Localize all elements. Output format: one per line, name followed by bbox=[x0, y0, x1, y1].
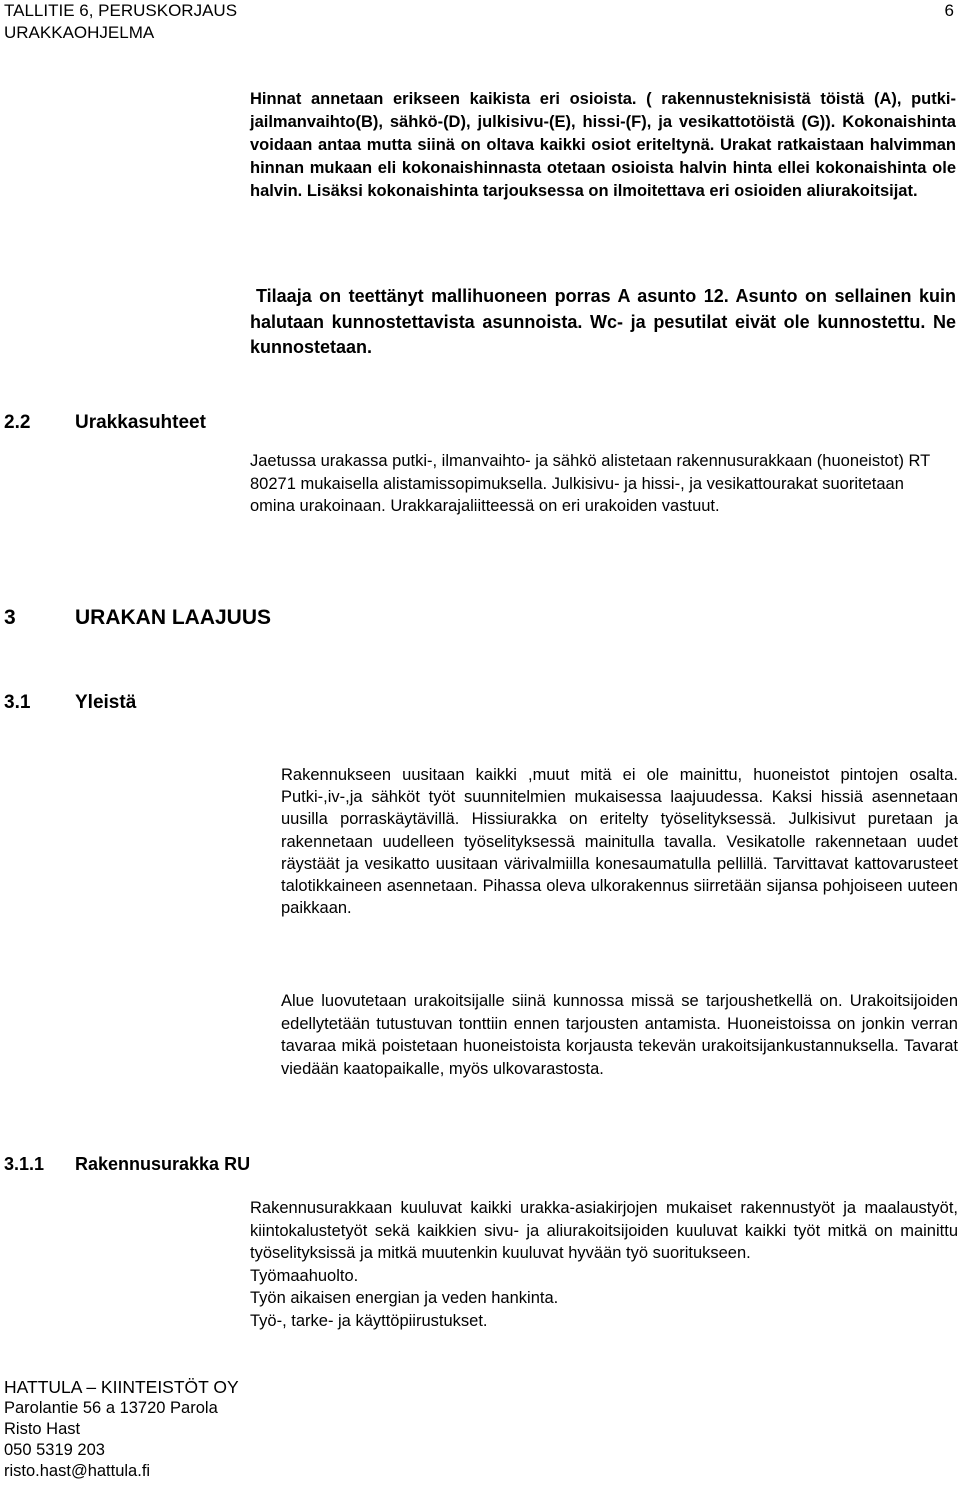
list-item: Työn aikaisen energian ja veden hankinta. bbox=[250, 1289, 559, 1307]
footer-company: HATTULA – KIINTEISTÖT OY bbox=[4, 1377, 239, 1397]
section-heading-3-1 bbox=[4, 691, 604, 717]
header-subtitle: URAKKAOHJELMA bbox=[4, 23, 155, 42]
section-number: 3.1.1 bbox=[4, 1154, 45, 1174]
section-title: Urakkasuhteet bbox=[75, 412, 206, 433]
list-item: Työ-, tarke- ja käyttöpiirustukset. bbox=[250, 1311, 488, 1330]
section-number: 3 bbox=[4, 606, 16, 629]
section-3-1-paragraph-1: Rakennukseen uusitaan kaikki ,muut mitä ei ole mainittu, huoneistot pintojen osalta. Putki-,iv-,ja sähköt työt suunnitelmien mukaisessa laajuudessa. Kaksi hissiä asennetaan uusilla porraskäytävillä. Hissiurakka on eritelty työselityksessä. Julkisivut puretaan ja rakennetaan uudelleen työselityksessä mainitulla tavalla. Vesikatolle rakennetaan uudet räystäät ja vesikatto uusitaan värivalmiilla konesaumatulla pellillä. Tarvittavat kattovarusteet talotikkaineen asennetaan. Pihassa oleva ulkorakennus siirretään sijansa pohjoiseen uuteen paikkaan. bbox=[281, 766, 958, 918]
page-number: 6 bbox=[944, 1, 954, 20]
section-number: 3.1 bbox=[4, 692, 31, 713]
intro-paragraph: Hinnat annetaan erikseen kaikista eri osioista. ( rakennusteknisistä töistä (A), putki- jailmanvaihto(B), sähkö-(D), julkisivu-(E), hissi-(F), ja vesikattotöistä (G)). Kokonaishinta voidaan antaa mutta siinä on oltava kaikki osiot eriteltynä. Urakat ratkaistaan halvimman hinnan mukaan eli kokonaishinnasta otetaan osioista halvin hinta ellei kokonaishinta ole halvin. Lisäksi kokonaishinta tarjouksessa on ilmoitettava eri osioiden aliurakoitsijat. bbox=[250, 90, 956, 200]
header-title: TALLITIE 6, PERUSKORJAUS bbox=[4, 1, 238, 20]
footer-email: risto.hast@hattula.fi bbox=[4, 1462, 151, 1480]
document-footer bbox=[4, 1377, 404, 1482]
section-heading-3 bbox=[4, 606, 604, 632]
section-heading-2-2 bbox=[4, 411, 604, 437]
section-heading-3-1-1 bbox=[4, 1152, 604, 1178]
section-3-1-paragraph-2: Alue luovutetaan urakoitsijalle siinä kunnossa missä se tarjoushetkellä on. Urakoitsijoiden edellytetään tutustuvan tonttiin ennen tarjousten antamista. Huoneistoissa on jonkin verran tavaraa mikä poistetaan huoneistoista korjausta tekevän urakoitsijankustannuksella. Tavarat viedään kaatopaikalle, myös ulkovarastosta. bbox=[281, 992, 958, 1078]
section-title: Yleistä bbox=[75, 692, 137, 713]
footer-phone: 050 5319 203 bbox=[4, 1441, 105, 1459]
section-3-1-1-content bbox=[250, 1197, 958, 1332]
section-2-2-paragraph: Jaetussa urakassa putki-, ilmanvaihto- ja sähkö alistetaan rakennusurakkaan (huoneistot) RT 80271 mukaisella alistamissopimuksella. Julkisivu- ja hissi-, ja vesikattourakat suoritetaan omina urakoinaan. Urakkarajaliitteessä on eri urakoiden vastuut. bbox=[250, 452, 930, 515]
section-title: Rakennusurakka RU bbox=[75, 1154, 251, 1174]
document-header bbox=[4, 0, 954, 44]
footer-person: Risto Hast bbox=[4, 1420, 81, 1438]
list-item: Työmaahuolto. bbox=[250, 1266, 359, 1285]
intro-note-paragraph: Tilaaja on teettänyt mallihuoneen porras A asunto 12. Asunto on sellainen kuin halutaan kunnostettavista asunnoista. Wc- ja pesutilat eivät ole kunnostettu. Ne kunnostetaan. bbox=[250, 286, 956, 357]
section-3-1-1-paragraph: Rakennusurakkaan kuuluvat kaikki urakka-asiakirjojen mukaiset rakennustyöt ja maalaustyöt, kiintokalustetyöt sekä kaikkien sivu- ja aliurakoitsijoiden kuuluvat kaikki työt mitkä on mainittu työselityksissä ja mitkä muutenkin kuuluvat hyvään työ suoritukseen. bbox=[250, 1199, 958, 1262]
section-number: 2.2 bbox=[4, 412, 31, 433]
footer-address: Parolantie 56 a 13720 Parola bbox=[4, 1399, 218, 1417]
section-title: URAKAN LAAJUUS bbox=[75, 606, 272, 629]
